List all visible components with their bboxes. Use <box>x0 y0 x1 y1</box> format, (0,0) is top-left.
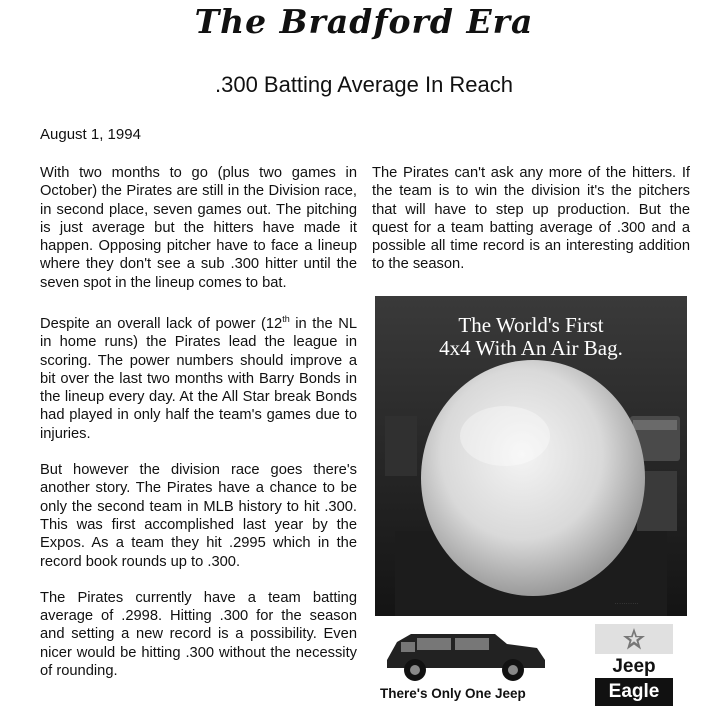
masthead: The Bradford Era <box>194 2 534 41</box>
left-paragraph-4: The Pirates currently have a team batting average of .2998. Hitting .300 for the season and setting a new record is a possibility. Even nicer would be hitting .300 without the necessity of rounding. <box>40 589 357 680</box>
ad-headline <box>375 314 687 360</box>
left-paragraph-1: With two months to go (plus two games in October) the Pirates are still in the Division race, in second place, seven games out. The pitching is just average but the hitters have made it happen. Opposing pitcher have to face a lineup where they don't see a sub .300 hitter until the seven spot in the lineup comes to bat. <box>40 165 357 291</box>
ad-footer <box>375 616 687 710</box>
jeep-vehicle-icon <box>377 620 587 684</box>
eagle-logo: Eagle <box>595 678 673 706</box>
pentastar-icon <box>595 624 673 654</box>
dateline: August 1, 1994 <box>40 126 141 143</box>
ordinal-suffix: th <box>282 314 290 325</box>
jeep-logo: Jeep <box>612 656 656 677</box>
brand-logos <box>595 624 673 704</box>
svg-text:. . . . . . . . . . .: . . . . . . . . . . . <box>615 600 639 605</box>
jeep-advertisement <box>375 296 687 616</box>
left-paragraph-3: But however the division race goes there's another story. The Pirates have a chance to be only the second team in MLB history to hit .300. This was first accomplished last year by the Expos. As a team they hit .2995 which in the record book rounds up to .300. <box>40 462 357 570</box>
ad-tagline: There's Only One Jeep <box>380 686 526 701</box>
headline: .300 Batting Average In Reach <box>214 72 514 97</box>
right-paragraph-1: The Pirates can't ask any more of the hitters. If the team is to win the division it's the pitchers that will have to step up production. But the quest for a team batting average of .300 and a possible all time record is an interesting addition to the season. <box>372 165 690 273</box>
right-column <box>372 164 690 292</box>
left-paragraph-2-end: in the NL in home runs) the Pirates lead the league in scoring. The power numbers should improve a bit over the last two months with Barry Bonds in the lineup every day. At the All Star break Bonds had played in only half the team's games due to injuries. <box>40 315 357 442</box>
left-paragraph-2-start: Despite an overall lack of power (12 <box>40 315 283 332</box>
left-paragraph-2 <box>40 310 357 443</box>
left-column <box>40 164 357 698</box>
ad-headline-line-1: The World's First <box>458 313 604 337</box>
ad-headline-line-2: 4x4 With An Air Bag. <box>439 336 623 360</box>
